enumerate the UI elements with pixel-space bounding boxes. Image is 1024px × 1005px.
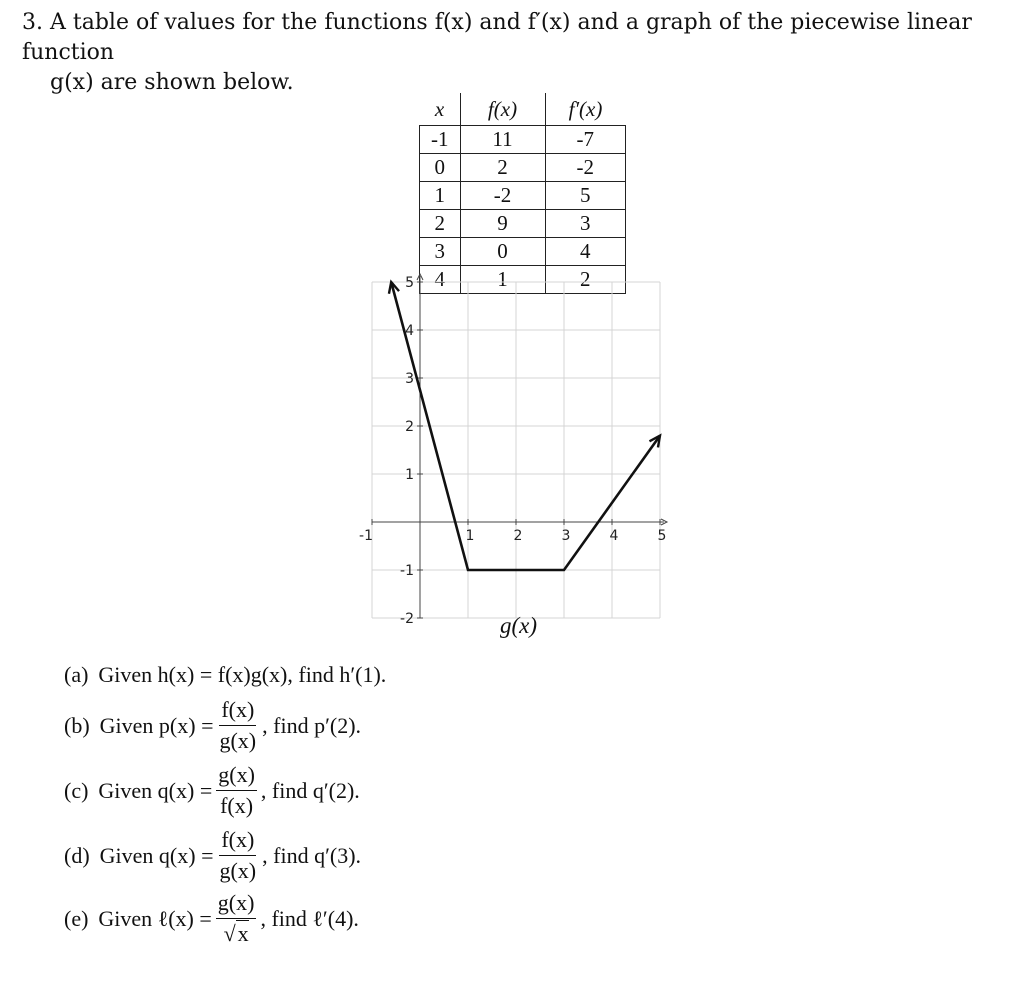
- graph-caption: g(x): [500, 613, 538, 638]
- part-label: (c): [64, 777, 89, 803]
- table-header-fx: f(x): [460, 93, 545, 126]
- table-cell: 9: [460, 210, 545, 238]
- table-cell: 3: [420, 238, 461, 266]
- problem-intro-line1: A table of values for the functions f(x) and f′(x) and a graph of the piecewise linear function: [22, 10, 972, 65]
- table-cell: 4: [420, 266, 461, 294]
- fraction-denominator: f(x): [220, 793, 254, 818]
- part-e: [64, 890, 359, 947]
- fraction-numerator: g(x): [216, 762, 257, 791]
- problem-number: 3.: [22, 10, 43, 35]
- part-prefix: Given p(x) =: [99, 712, 214, 738]
- part-suffix: , find q′(2).: [260, 777, 360, 803]
- table-cell: 1: [420, 182, 461, 210]
- part-d: [64, 827, 361, 884]
- x-tick-label: -1: [359, 528, 373, 544]
- part-text: Given h(x) = f(x)g(x), find h′(1).: [98, 662, 387, 687]
- fraction: [216, 762, 257, 819]
- table-header-row: [420, 93, 626, 126]
- table-cell: 2: [545, 266, 626, 294]
- y-tick-label: 2: [405, 419, 414, 435]
- fraction-denominator: g(x): [219, 858, 257, 883]
- table-row: [420, 210, 626, 238]
- table-header-x: x: [434, 96, 445, 121]
- part-suffix: , find q′(3).: [262, 842, 362, 868]
- table-cell: -2: [460, 182, 545, 210]
- fraction-numerator: g(x): [216, 890, 257, 919]
- part-prefix: Given q(x) =: [98, 777, 213, 803]
- fraction-denominator: [222, 919, 251, 947]
- y-tick-label: 5: [405, 275, 414, 291]
- table-cell: 1: [460, 266, 545, 294]
- values-table: [419, 93, 626, 294]
- problem-statement: [22, 8, 1012, 98]
- table-cell: 2: [420, 210, 461, 238]
- y-tick-label: 4: [405, 323, 414, 339]
- fraction: [217, 827, 258, 884]
- table-row: [420, 266, 626, 294]
- fraction: [216, 890, 257, 947]
- x-tick-label: 3: [561, 528, 571, 544]
- table-cell: 5: [545, 182, 626, 210]
- y-tick-label: 1: [405, 467, 414, 483]
- part-label: (b): [64, 712, 90, 738]
- y-tick-label: 3: [405, 371, 414, 387]
- y-tick-label: -1: [400, 563, 414, 579]
- problem-intro-line2: g(x) are shown below.: [50, 70, 294, 95]
- x-tick-label: 1: [465, 528, 475, 544]
- fraction: [217, 697, 258, 754]
- fraction-denominator: g(x): [219, 728, 257, 753]
- x-tick-label: 5: [657, 528, 667, 544]
- table-row: [420, 238, 626, 266]
- fraction-numerator: f(x): [219, 827, 256, 856]
- part-prefix: Given ℓ(x) =: [98, 905, 212, 931]
- table-cell: 0: [420, 154, 461, 182]
- x-tick-label: 4: [609, 528, 619, 544]
- table-cell: 0: [460, 238, 545, 266]
- table-cell: 4: [545, 238, 626, 266]
- table-cell: 11: [460, 126, 545, 154]
- part-b: [64, 697, 361, 754]
- part-prefix: Given q(x) =: [99, 842, 214, 868]
- table-cell: -1: [420, 126, 461, 154]
- radicand: x: [237, 921, 249, 946]
- table-row: [420, 182, 626, 210]
- table-cell: 2: [460, 154, 545, 182]
- part-suffix: , find p′(2).: [262, 712, 362, 738]
- table-cell: -7: [545, 126, 626, 154]
- radical-sign: √: [223, 921, 236, 946]
- table-row: [420, 154, 626, 182]
- y-tick-label: -2: [400, 611, 414, 627]
- table-header-fprime: f′(x): [545, 93, 626, 126]
- x-tick-label: 2: [513, 528, 523, 544]
- part-c: [64, 762, 360, 819]
- table-row: [420, 126, 626, 154]
- fraction-numerator: f(x): [219, 697, 256, 726]
- table-cell: 3: [545, 210, 626, 238]
- part-a: [64, 662, 386, 688]
- table-cell: -2: [545, 154, 626, 182]
- part-suffix: , find ℓ′(4).: [260, 905, 359, 931]
- part-label: (e): [64, 905, 89, 931]
- part-label: (a): [64, 662, 89, 687]
- part-label: (d): [64, 842, 90, 868]
